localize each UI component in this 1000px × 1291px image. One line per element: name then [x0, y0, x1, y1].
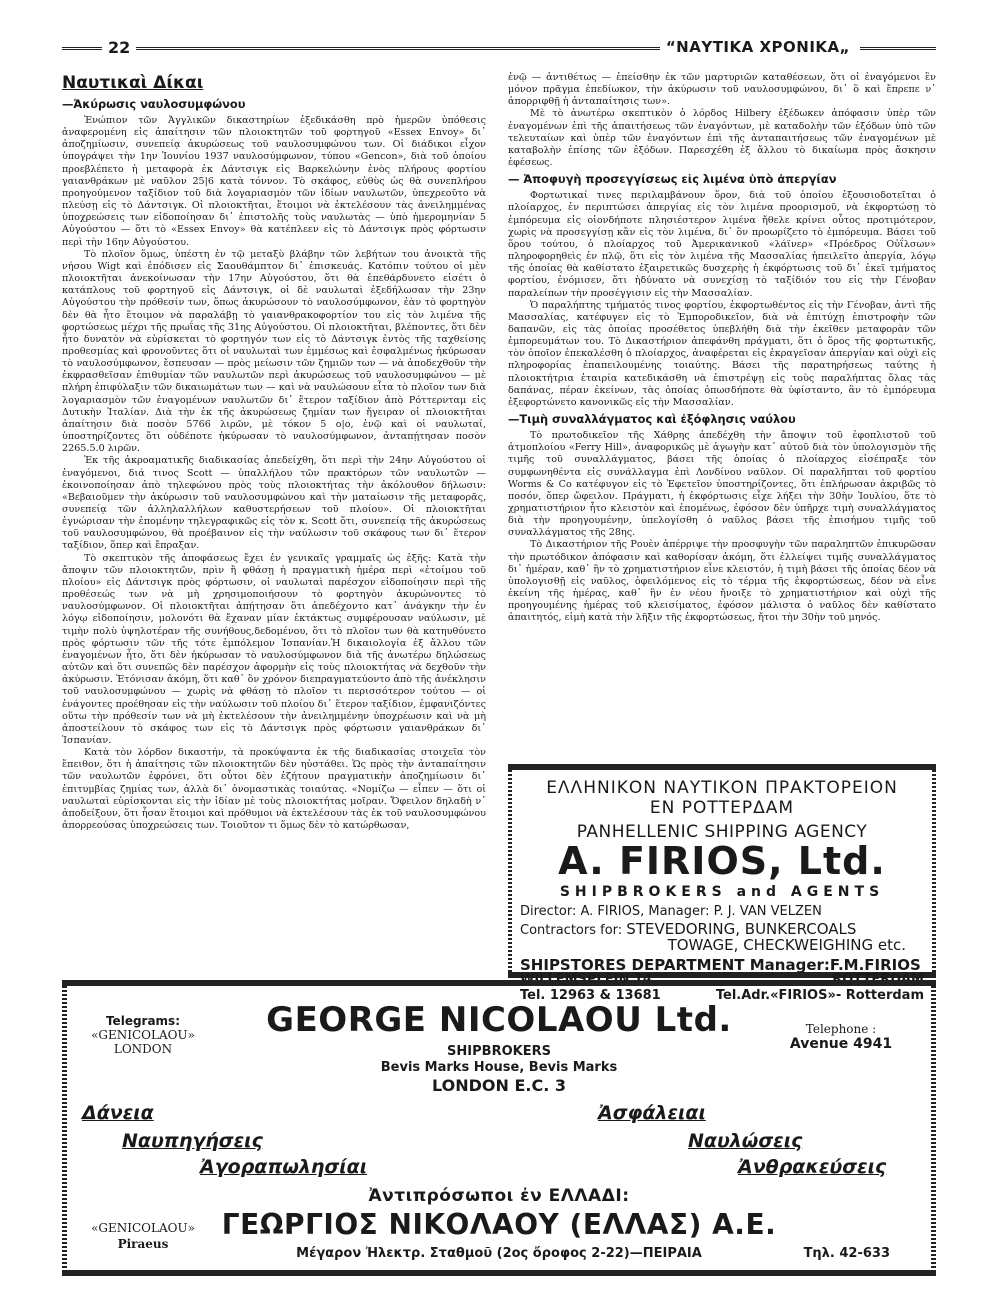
firios-shipbrokers: SHIPBROKERS and AGENTS [559, 884, 885, 900]
article-left-column [62, 72, 486, 832]
subhead-exchange-rate: —Τιμὴ συναλλάγματος καὶ ἐξόφλησις ναύλου [508, 412, 796, 427]
article-paragraph: Μὲ τὸ ἀνωτέρω σκεπτικὸν ὁ λόρδος Hilbery ἐξέδωκεν ἀπόφασιν ὑπὲρ τῶν ἐναγομένων ἐπὶ τῆς ἀπαιτήσεως τῶν ἐναγόντων, μὲ καταδολὴν τῶν ἐξόδων ὑπὸ τῶν τελευταίων καὶ ὑπὲρ τῶν ἐναγόντων ἐπὶ τῆς ἀνταπαιτήσεως τῶν ἐναγομένων μὲ καταβολὴν ἐπίσης τῶν ἐξόδων. Παρεσχέθη ἐξ ἄλλου τὸ δικαίωμα πρὸς ἄσκησιν ἐφέσεως. [508, 108, 936, 169]
section-title: Ναυτικαὶ Δίκαι [62, 73, 204, 93]
subhead-strike-port: — Ἀποφυγὴ προσεγγίσεως εἰς λιμένα ὑπὸ ἀπεργίαν [508, 172, 837, 187]
article-right-column [508, 72, 936, 625]
firios-towage: TOWAGE, CHECKWEIGHING etc. [667, 936, 906, 954]
firios-english-line: PANHELLENIC SHIPPING AGENCY [576, 822, 868, 842]
header-rule-right [860, 47, 936, 50]
firios-contractors-items: STEVEDORING, BUNKERCOALS [626, 920, 857, 938]
firios-shipstores: SHIPSTORES DEPARTMENT Manager:F.M.FIRIOS [520, 956, 921, 974]
ad-nicolaou [62, 980, 936, 1276]
telephone-label: Telephone : [805, 1022, 877, 1036]
article-paragraph: Ἐκ τῆς ἀκροαματικῆς διαδικασίας ἀπεδείχθη, ὅτι περὶ τὴν 24ην Αὐγούστου οἱ ἐναγόμενοι, διά τινος Scott — ὑπαλλήλου τῶν πρακτόρων τῶν ναυλωτῶν —ἐκοινοποίησαν ἀπὸ τηλεφώνου πρὸς τοὺς πλοιοκτήτας τὴν ἀκόλουθον δήλωσιν: «Βεβαιοῦμεν τὴν ἀκύρωσιν τοῦ ναυλοσυμφώνου καὶ τὴν ματαίωσιν τῆς μεταφορᾶς, συνεπείᾳ τῶν ἀλληλαλλήλων καθυστερήσεων τοῦ πλοίου». Οἱ πλοιοκτῆται ἐγνώρισαν τὴν ἐπομένην τηλεγραφικῶς εἰς τὸν κ. Scott ὅτι, συνεπείᾳ τῆς ἀκυρώσεως τοῦ ναυλοσυμφώνου, θὰ προέβαινον εἰς τὴν ναύλωσιν τοῦ σκάφους των δι᾽ ἕτερον ταξίδιον, ὅπερ καὶ ἔπραξαν. [62, 455, 486, 552]
service-shipbuilding: Ναυπηγήσεις [122, 1130, 263, 1152]
nicolaou-address: Bevis Marks House, Bevis Marks [380, 1060, 618, 1075]
service-insurance: Ἀσφάλειαι [598, 1102, 706, 1124]
telegrams-label: Telegrams: [105, 1014, 181, 1028]
page-header [62, 38, 936, 60]
firios-director: Director: A. FIRIOS, Manager: P. J. VAN VELZEN [520, 904, 822, 919]
nicolaou-city: LONDON E.C. 3 [432, 1076, 566, 1095]
service-sale-purchase: Ἀγοραπωλησίαι [200, 1156, 368, 1178]
telegrams-address: «GENICOLAOU» [91, 1028, 195, 1042]
header-rule-middle [136, 47, 746, 50]
firios-tel-address: Tel.Adr.«FIRIOS»- Rotterdam [715, 988, 924, 1003]
nicolaou-shipbrokers: SHIPBROKERS [447, 1044, 551, 1059]
greek-telegrams-city: Piraeus [117, 1237, 169, 1251]
article-paragraph: Τὸ πλοῖον ὅμως, ὑπέστη ἐν τῷ μεταξὺ βλάβην τῶν λεβήτων του ἀνοικτὰ τῆς νήσου Wigt καὶ ἐπόδισεν εἰς Σαουθάμπτον δι᾽ ἐπισκευάς. Κατόπιν τούτου οἱ μὲν πλοιοκτῆται ἀνεκοίνωσαν τὴν 17ην Αὐγούστου, ὅτι θὰ ἐπεθάρδυνετο εἰσέτι ὁ κατάπλους τοῦ φορτηγοῦ εἰς Δάντσιγκ, οἱ δὲ ναυλωταὶ ἐξεδήλωσαν τὴν 23ην Αὐγούστου τὴν πρόθεσίν των, ὅπως ἀκυρώσουν τὸ ναυλοσύμφωνον, ἐὰν τὸ φορτηγὸν δὲν θὰ ἦτο ἕτοιμον νὰ παραλάβῃ τὸ γαιανθρακοφορτίον του εἰς τὸν λιμένα τῆς φορτώσεως μέχρι τῆς πρωΐας τῆς 31ης Αὐγούστου. Οἱ πλοιοκτῆται, βλέποντες, ὅτι δὲν ἦτο δυνατὸν νὰ εὑρίσκεται τὸ φορτηγόν των εἰς τὸ Δάντσιγκ ἐντὸς τῆς ταχθείσης προθεσμίας καὶ φρονοῦντες ὅτι οἱ ναυλωταὶ των ἐμμέσως καὶ ἐσφαλμένως ἠκύρωσαν τὸ ναυλοσύμφωνον, ἔσπευσαν — πρὸς μείωσιν τῶν ζημιῶν των — νὰ ἀποδεχθοῦν τὴν ἐκφρασθεῖσαν ἐπιθυμίαν τῶν ναυλωτῶν περὶ ἀκυρώσεως τοῦ ναυλοσυμφώνου — μὲ πλήρη ἐπιφύλαξιν τῶν δικαιωμάτων των — καὶ νὰ ναυλώσουν εἶτα τὸ πλοῖον των διὰ λογαριασμὸν τῶν ἐναγομένων ναυλωτῶν δι᾽ ἕτερον ταξίδιον ἀπὸ Ρόττερνταμ εἰς Δυτικὴν Ἰταλίαν. Διὰ τὴν ἐκ τῆς ἀκυρώσεως ζημίαν των ἤγειραν οἱ πλοιοκτῆται ἀπαίτησιν διὰ ποσὸν 5766 λιρῶν, μὲ τόκον 5 ο|ο, ἐνῷ καὶ οἱ ναυλωταί, ὑποστηρίζοντες ὅτι οὐδέποτε ἠκύρωσαν τὸ ναυλοσύμφωνον, ἀνταπῄτησαν ποσὸν 2265.5.0 λιρῶν. [62, 248, 486, 455]
article-paragraph: ἐνῷ — ἀντιθέτως — ἐπείσθην ἐκ τῶν μαρτυριῶν καταθέσεων, ὅτι οἱ ἐναγόμενοι ἓν μόνον πρᾶγμα ἐπεδίωκον, τὴν ἀκύρωσιν τοῦ ναυλοσυμφώνου, δι᾽ ὃ καὶ ἔπρεπε ν᾽ ἀπορριφθῇ ἡ ἀνταπαίτησις των». [508, 72, 936, 108]
nicolaou-company-name: GEORGE NICOLAOU Ltd. [266, 1000, 732, 1040]
article-paragraph: Τὸ σκεπτικὸν τῆς ἀποφάσεως ἔχει ἐν γενικαῖς γραμμαῖς ὡς ἑξῆς: Κατὰ τὴν ἄποψιν τῶν πλοιοκτητῶν, πρὶν ἢ φθάσῃ ἡ πραγματικὴ ἡμέρα περὶ «ἑτοίμου τοῦ πλοίου» εἰς Δάντσιγκ πρὸς φόρτωσιν, οἱ ναυλωταὶ παρέσχον εἰδοποίησιν περὶ τῆς προθέσεώς των νὰ μὴ χρησιμοποιήσουν τὸ φορτηγὸν ἀκυρώνοντες τὸ ναυλοσύμφωνον. Οἱ πλοιοκτῆται ἀπῄτησαν ὅτι ἀπεδέχοντο κατ᾽ ἀνάγκην τὴν ἐν λόγῳ εἰδοποίησιν, μολονότι θὰ ἔχαναν μίαν ἐκτάκτως συμφέρουσαν ναύλωσιν, μὲ τιμὴν πολὺ ὑψηλοτέραν τῆς συνήθους,δεδομένου, ὅτι τὸ πλοῖον των θὰ κατηυθύνετο πρὸς φόρτωσιν τῶν τῆς τότε ἐμπόλεμον Ἰσπανίαν.Ἡ δικαιολογία ἐξ ἄλλου τῶν ἐναγομένων ἦτο, ὅτι δὲν ἠκύρωσαν τὸ ναυλοσύμφωνον διὰ τῆς ἀνωτέρω δηλώσεως αὐτῶν καὶ ὅτι συνεπῶς δὲν παρέσχον ἀφορμὴν εἰς τοὺς πλοιοκτήτας νὰ δεχθοῦν τὴν ἀκύρωσιν. Ἐτόνισαν ἀκόμη, ὅτι καθ᾽ ὃν χρόνον διεπραγματεύοντο ἀπὸ τῆς ἀνέκλησιν τοῦ ναυλοσυμφώνου — χωρὶς νὰ φθάσῃ τὸ πλοῖον τι περισσότερον τούτου — οἱ ἐνάγοντες προέθησαν εἰς τὴν ναύλωσιν τοῦ πλοίου δι᾽ ἕτερον ταξίδιον, ἐμφανιζόντες οὕτω τὴν πρόθεσίν των νὰ μὴ ἐκτελέσουν τὴν ἀνειλημμένην ὑποχρέωσιν καὶ νὰ μὴ ἀποστείλουν τὸ σκάφος των εἰς τὸ Δάντσιγκ πρὸς φόρτωσιν γαιανθράκων δι᾽ Ἰσπανίαν. [62, 552, 486, 746]
firios-tel-numbers: Tel. 12963 & 13681 [520, 988, 661, 1003]
magazine-title: “ΝΑΥΤΙΚΑ ΧΡΟΝΙΚΑ„ [660, 38, 856, 56]
nicolaou-greek-company: ΓΕΩΡΓΙΟΣ ΝΙΚΟΛΑΟΥ (ΕΛΛΑΣ) Α.Ε. [221, 1208, 777, 1241]
nicolaou-greek-header: Ἀντιπρόσωποι ἐν ΕΛΛΑΔΙ: [368, 1186, 630, 1206]
greek-telegrams-address: «GENICOLAOU» [91, 1221, 195, 1235]
firios-address-city: ROTTERDAM [832, 972, 924, 987]
ad-border-right [932, 770, 936, 972]
telegrams-city: LONDON [113, 1042, 173, 1056]
page-number: 22 [102, 38, 136, 57]
ad-firios [508, 764, 936, 1003]
article-paragraph: Φορτωτικαί τινες περιλαμβάνουν ὅρον, διὰ τοῦ ὁποίου ἐξουσιοδοτεῖται ὁ πλοίαρχος, ἐν περιπτώσει ἀπεργίας εἰς τὸν λιμένα προορισμοῦ, νὰ ἐκφορτώσῃ τὸ ἐμπόρευμα εἰς οἱονδήποτε πλησιέστερον λιμένα ἤθελε κρίνει οὗτος προτιμότερον, χωρὶς νὰ προσεγγίσῃ κἂν εἰς τὸν λιμένα, δι᾽ ὃν προωρίζετο τὸ ἐμπόρευμα. Βάσει τοῦ ὅρου τούτου, ὁ πλοίαρχος τοῦ Ἀμερικανικοῦ «λάϊνερ» «Πρόεδρος Οὐΐλσων» πληροφορηθεὶς ἐν πλῷ, ὅτι εἰς τὸν λιμένα τῆς Μασσαλίας ἠπειλεῖτο ἀπεργία, λόγῳ τῆς ὁποίας θὰ καθίστατο ἐξαιρετικῶς δυσχερὴς ἡ ἐκφόρτωσις τοῦ δι᾽ ἐκεῖ τμήματος φορτίου, ἐνόμισεν, ὅτι ἠδύνατο νὰ συνεχίσῃ τὸ ταξίδιόν του εἰς τὴν Γένοβαν παραλείπων τὴν προσέγγισιν εἰς τὴν Μασσαλίαν. [508, 190, 936, 299]
ad-border-left [508, 770, 512, 972]
firios-greek-line2: ΕΝ ΡΟΤΤΕΡΔΑΜ [649, 798, 795, 818]
nicolaou-greek-address: Μέγαρον Ἠλεκτρ. Σταθμοῦ (2ος ὄροφος 2-22)—ΠΕΙΡΑΙΑ [296, 1246, 702, 1261]
telephone-number: Avenue 4941 [789, 1036, 893, 1052]
article-paragraph: Ὁ παραλήπτης τμήματός τινος φορτίου, ἐκφορτωθέντος εἰς τὴν Γένοβαν, ἀντὶ τῆς Μασσαλίας, κατέφυγεν εἰς τὸ Ἐμποροδικεῖον, διὰ νὰ ἐπιτύχῃ ἐπιστροφὴν τῶν δαπανῶν, εἰς τὰς ὁποίας προσέθετος ὑπεβλήθη διὰ τὴν ἐκεῖθεν μεταφορὰν τῶν ἐμπορευμάτων του. Τὸ Δικαστήριον ἀπεφάνθη πράγματι, ὅτι ὁ ὅρος τῆς φορτωτικῆς, τὸν ὁποῖον ἐπεκαλέσθη ὁ πλοίαρχος, ἀναφέρεται εἰς ἐκραγεῖσαν ἀπεργίαν καὶ οὐχὶ εἰς πληροφορίας ἐπαπειλουμένης τοιαύτης. Βάσει τῆς παρατηρήσεως ταύτης ἡ πλοιοκτήτρια ἑταιρία κατεδικάσθη νὰ ἐπιστρέψῃ εἰς τοὺς παραλήπτας ὅλας τὰς δαπάνας, πέραν ἐκείνων, τὰς ὁποίας ὁπωσδήποτε θὰ ὑφίσταντο, ἂν τὸ ἐμπόρευμα ἐξεφορτώνετο κανονικῶς εἰς τὴν Μασσαλίαν. [508, 299, 936, 408]
article-paragraph: Κατὰ τὸν λόρδον δικαστήν, τὰ προκύψαντα ἐκ τῆς διαδικασίας στοιχεῖα τὸν ἔπειθον, ὅτι ἡ ἀπαίτησις τῶν πλοιοκτητῶν δὲν ηὐστάθει. Ὡς πρὸς τὴν ἀνταπαίτησιν τῶν ναυλωτῶν ἐφρόνει, ὅτι οὗτοι δὲν ἐζήτουν πραγματικὴν ἀποζημίωσιν δι᾽ ἐπιτυμβίας ζημίας των, ἀλλὰ δι᾽ ὀνομαστικὰς τοιαύτας. «Νομίζω — εἶπεν — ὅτι οἱ ναυλωταὶ εὑρίσκονται εἰς τὴν ἰδίαν μὲ τοὺς πλοιοκτήτας μοῖραν. Ὄφειλον δηλαδὴ ν᾽ ἀποδείξουν, ὅτι ἦσαν ἕτοιμοι καὶ πρόθυμοι νὰ ἐκτελέσουν τὰς ἐκ τοῦ ναυλοσυμφώνου ἀπορρεούσας ὑποχρεώσεις των. Τοιοῦτον τι ὅμως δὲν τὸ κατώρθωσαν, [62, 747, 486, 832]
service-bunkering: Ἀνθρακεύσεις [738, 1156, 887, 1178]
firios-greek-line1: ΕΛΛΗΝΙΚΟΝ ΝΑΥΤΙΚΟΝ ΠΡΑΚΤΟΡΕΙΟΝ [546, 778, 898, 798]
firios-address-street: WILLEMSPLEIN 14 [520, 972, 652, 987]
service-loans: Δάνεια [82, 1102, 154, 1124]
article-paragraph: Τὸ Δικαστήριον τῆς Ρουὲν ἀπέρριψε τὴν προσφυγὴν τῶν παραληπτῶν ἐπικυρῶσαν τὴν πρωτόδικον ἀπόφασιν καὶ καθορίσαν ἀκόμη, ὅτι ἐλλείψει τιμῆς συναλλάγματος δι᾽ ἡμέραν, καθ᾽ ἣν τὸ χρηματιστήριον εἶνε κλειστόν, ἡ τιμὴ βάσει τῆς ὁποίας δέον νὰ ὑπολογισθῇ εἰς ναῦλος, ὁφειλόμενος εἰς τὸ τέρμα τῆς ἐκφορτώσεως, δέον νὰ εἶνε ἐκείνη τῆς ἡμέρας, καθ᾽ ἣν ἐν νέου ἤνοιξε τὸ χρηματιστήριον καὶ οὐχὶ τῆς προηγουμένης ἡμέρας τοῦ κλεισίματος, ἐφόσον μάλιστα ὁ ναῦλος δὲν καθίστατο ἀπαιτητός, εἰμὴ κατὰ τὴν λῆξιν τῆς ἐκφορτώσεως, ἤτοι τὴν 30ὴν τοῦ μηνός. [508, 539, 936, 624]
firios-contractors-label: Contractors for: [520, 923, 623, 938]
subhead-charter-cancellation: —Ἀκύρωσις ναυλοσυμφώνου [62, 97, 246, 111]
header-rule-left [62, 47, 102, 50]
article-paragraph: Ἐνώπιον τῶν Ἀγγλικῶν δικαστηρίων ἐξεδικάσθη πρὸ ἡμερῶν ὑπόθεσις ἀναφερομένη εἰς ἀπαίτησιν τῶν πλοιοκτητῶν τοῦ φορτηγοῦ «Essex Envoy» δι᾽ ἀποζημίωσιν, συνεπείᾳ ἀκυρώσεως τοῦ ναυλοσυμφώνου των. Οἱ διάδικοι εἶχον ὑπογράψει τὴν 1ην Ἰουνίου 1937 ναυλοσύμφωνον, τύπου «Gencon», διὰ τοῦ ὁποίου προεβλέπετο ἡ μεταφορὰ ἐκ Δάντσιγκ εἰς Βαρκελώνην ἑνὸς πλήρους φορτίου γαιανθράκων μὲ ναῦλον 25|6 κατὰ τόννον. Τὸ σκάφος, εὐθὺς ὡς θὰ συνεπλήρου προηγούμενον ταξίδιον τοῦ διὰ λογαριασμὸν τῶν ἰδίων ναυλωτῶν, ὑπεχρεοῦτο νὰ πλεύσῃ εἰς τὸ Δάντσιγκ. Οἱ πλοιοκτῆται, ἕτοιμοι νὰ ἐκτελέσουν τὰς ἀνειλημμένας ὑποχρεώσεις των εἰδοποίησαν δι᾽ ἐπιστολῆς τοὺς ναυλωτὰς — ὑπὸ ἡμερομηνίαν 5 Αὐγούστου — ὅτι τὸ «Essex Envoy» θὰ κατέπλεεν εἰς τὸ Δάντσιγκ πρὸς φόρτωσιν περὶ τὴν 16ην Αὐγούστου. [62, 115, 486, 248]
nicolaou-greek-phone: Τηλ. 42-633 [803, 1246, 890, 1261]
firios-company-name: A. FIRIOS, Ltd. [558, 839, 886, 883]
service-chartering: Ναυλώσεις [688, 1130, 803, 1152]
article-paragraph: Τὸ πρωτοδικεῖον τῆς Χάθρης ἀπεδέχθη τὴν ἄποψιν τοῦ ἐφοπλιστοῦ τοῦ ἀτμοπλοίου «Ferry Hill», ἀναφορικῶς μὲ ἀγωγὴν κατ᾽ αὐτοῦ διὰ τὸν ὑπολογισμὸν τῆς τιμῆς τοῦ συναλλάγματος, βάσει τῆς ὁποίας ὁ πλοίαρχος εἰσέπραξε τὸν συμφωνηθέντα εἰς συνάλλαγμα ἐπὶ Λονδίνου ναῦλον. Οἱ παραλῆπται τοῦ φορτίου Worms & Co κατέφυγον εἰς τὸ Ἐφετεῖον ὑποστηρίζοντες, ὅτι ἐπλήρωσαν ἀκριβῶς τὸ ποσόν, ὅπερ ὤφειλον. Πράγματι, ἡ ἐκφόρτωσις εἶχε λήξει τὴν 30ὴν Ἰουλίου, ὅτε τὸ χρηματιστήριον ἦτο κλειστὸν καὶ ἑπομένως, ἐφόσον δὲν ὑπῆρχε τιμὴ συναλλάγματος διὰ τὴν προηγουμένην, ὑπελογίσθη ὁ ναῦλος βάσει τῆς ἐπισήμου τιμῆς τοῦ συναλλάγματος τῆς 28ης. [508, 430, 936, 539]
